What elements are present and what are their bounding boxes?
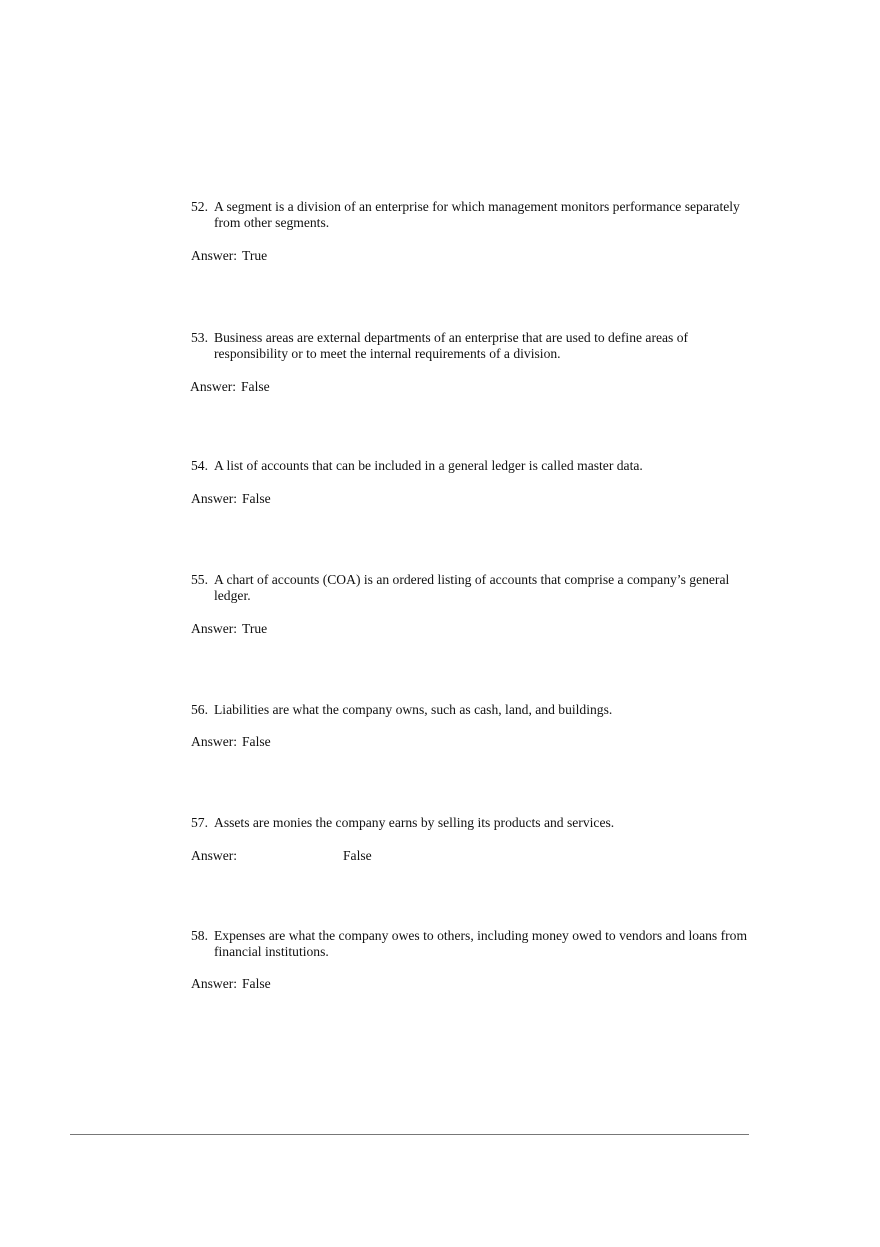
answer-value: False (241, 379, 270, 394)
answer-label: Answer: (191, 248, 238, 263)
answer-label: Answer: (191, 491, 238, 506)
question-text: from other segments. (214, 215, 330, 230)
answer-label: Answer: (191, 621, 238, 636)
question-number: 54. (191, 458, 208, 473)
question-number: 58. (191, 928, 208, 943)
question-number: 55. (191, 572, 208, 587)
answer-value: False (242, 491, 271, 506)
answer-label: Answer: (191, 848, 238, 863)
answer-label: Answer: (190, 379, 237, 394)
question-text: Liabilities are what the company owns, such as cash, land, and buildings. (214, 702, 613, 717)
question-number: 57. (191, 815, 208, 830)
question-text: Business areas are external departments of an enterprise that are used to define areas of (214, 330, 689, 345)
question-text: financial institutions. (214, 944, 329, 959)
answer-value: False (242, 976, 271, 991)
question-number: 53. (191, 330, 208, 345)
question-text: A segment is a division of an enterprise for which management monitors performance separately (214, 199, 740, 214)
answer-value: True (242, 248, 268, 263)
answer-value: False (242, 734, 271, 749)
footer-divider (70, 1134, 749, 1135)
question-text: Expenses are what the company owes to others, including money owed to vendors and loans from (214, 928, 748, 943)
question-number: 56. (191, 702, 208, 717)
question-text: ledger. (214, 588, 251, 603)
question-text: A list of accounts that can be included in a general ledger is called master data. (214, 458, 643, 473)
answer-value: False (343, 848, 372, 863)
question-number: 52. (191, 199, 208, 214)
question-text: responsibility or to meet the internal requirements of a division. (214, 346, 561, 361)
question-text: A chart of accounts (COA) is an ordered listing of accounts that comprise a company’s general (214, 572, 730, 587)
answer-label: Answer: (191, 734, 238, 749)
answer-label: Answer: (191, 976, 238, 991)
answer-value: True (242, 621, 268, 636)
question-text: Assets are monies the company earns by selling its products and services. (214, 815, 615, 830)
